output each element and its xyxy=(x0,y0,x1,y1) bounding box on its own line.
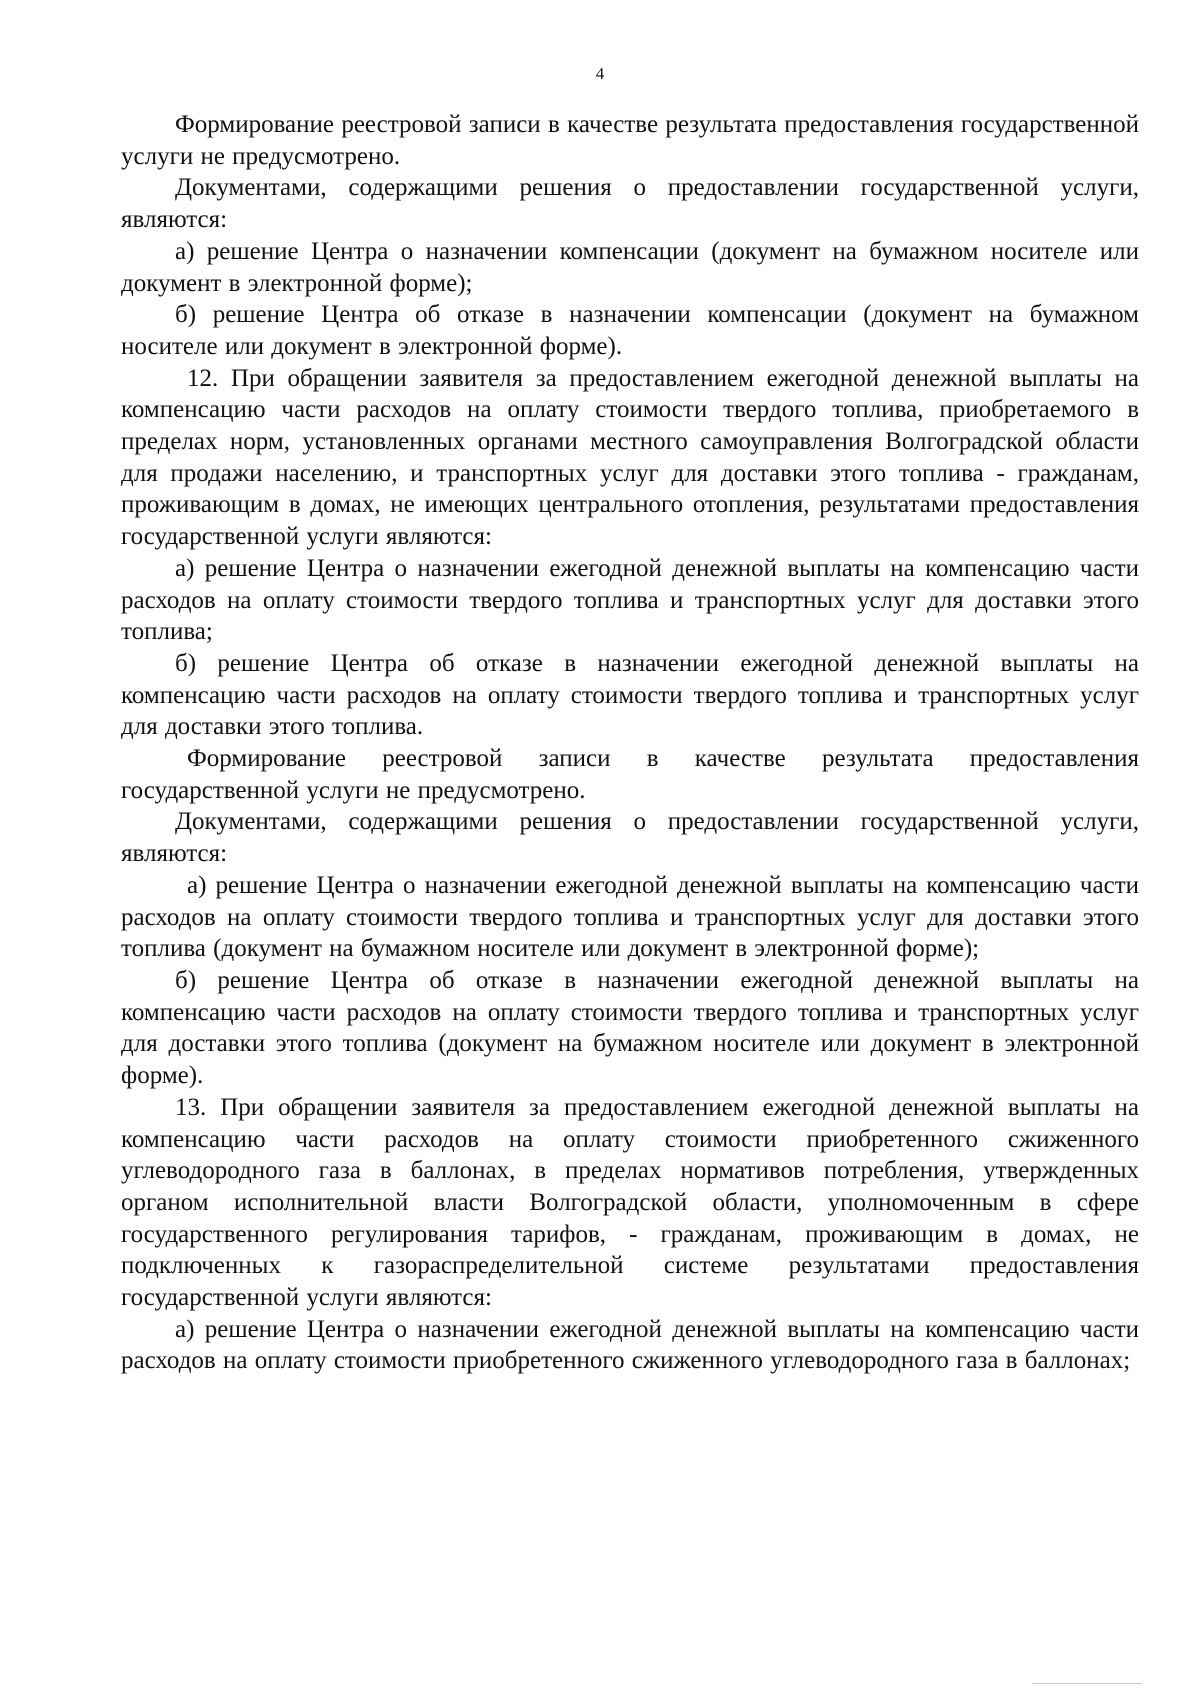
page-number: 4 xyxy=(595,64,605,83)
paragraph-decision-documents-1: Документами, содержащими решения о предоставлении государственной услуги, являются: xyxy=(121,174,1139,234)
clause-12-solid-fuel: 12. При обращении заявителя за предоставлением ежегодной денежной выплаты на компенсацию части расходов на оплату стоимости твердого топлива, приобретаемого в пределах норм, установленных органами местного самоуправления Волгоградской области для продажи населению, и транспортных услуг для доставки этого топлива - гражданам, проживающим в домах, не имеющих центрального отопления, результатами предоставления государственной услуги являются: xyxy=(121,364,1139,551)
list-item-a-compensation-granted: а) решение Центра о назначении компенсации (документ на бумажном носителе или документ в электронной форме); xyxy=(121,237,1139,297)
document-body xyxy=(121,109,1139,1377)
paragraph-registry-record-1: Формирование реестровой записи в качестве результата предоставления государственной услуги не предусмотрено. xyxy=(121,111,1139,170)
list-item-b-solid-fuel-document: б) решение Центра об отказе в назначении ежегодной денежной выплаты на компенсацию части расходов на оплату стоимости твердого топлива и транспортных услуг для доставки этого топлива (документ на бумажном носителе или документ в электронной форме). xyxy=(121,966,1139,1090)
clause-13-liquefied-gas: 13. При обращении заявителя за предоставлением ежегодной денежной выплаты на компенсацию части расходов на оплату стоимости приобретенного сжиженного углеводородного газа в баллонах, в пределах нормативов потребления, утвержденных органом исполнительной власти Волгоградской области, уполномоченным в сфере государственного регулирования тарифов, - гражданам, проживающим в домах, не подключенных к газораспределительной системе результатами предоставления государственной услуги являются: xyxy=(121,1093,1139,1312)
paragraph-decision-documents-2: Документами, содержащими решения о предоставлении государственной услуги, являются: xyxy=(121,808,1139,868)
list-item-a-solid-fuel-granted: а) решение Центра о назначении ежегодной денежной выплаты на компенсацию части расходов на оплату стоимости твердого топлива и транспортных услуг для доставки этого топлива; xyxy=(121,554,1139,646)
list-item-a-liquefied-gas-granted: а) решение Центра о назначении ежегодной денежной выплаты на компенсацию части расходов на оплату стоимости приобретенного сжиженного углеводородного газа в баллонах; xyxy=(121,1315,1139,1375)
list-item-a-solid-fuel-document: а) решение Центра о назначении ежегодной денежной выплаты на компенсацию части расходов на оплату стоимости твердого топлива и транспортных услуг для доставки этого топлива (документ на бумажном носителе или документ в электронной форме); xyxy=(121,871,1139,963)
list-item-b-solid-fuel-refused: б) решение Центра об отказе в назначении ежегодной денежной выплаты на компенсацию части расходов на оплату стоимости твердого топлива и транспортных услуг для доставки этого топлива. xyxy=(121,649,1139,741)
scan-edge-mark xyxy=(1032,1683,1142,1684)
paragraph-registry-record-2: Формирование реестровой записи в качестве результата предоставления государственной услуги не предусмотрено. xyxy=(121,745,1139,804)
list-item-b-compensation-refused: б) решение Центра об отказе в назначении компенсации (документ на бумажном носителе или документ в электронной форме). xyxy=(121,301,1139,360)
